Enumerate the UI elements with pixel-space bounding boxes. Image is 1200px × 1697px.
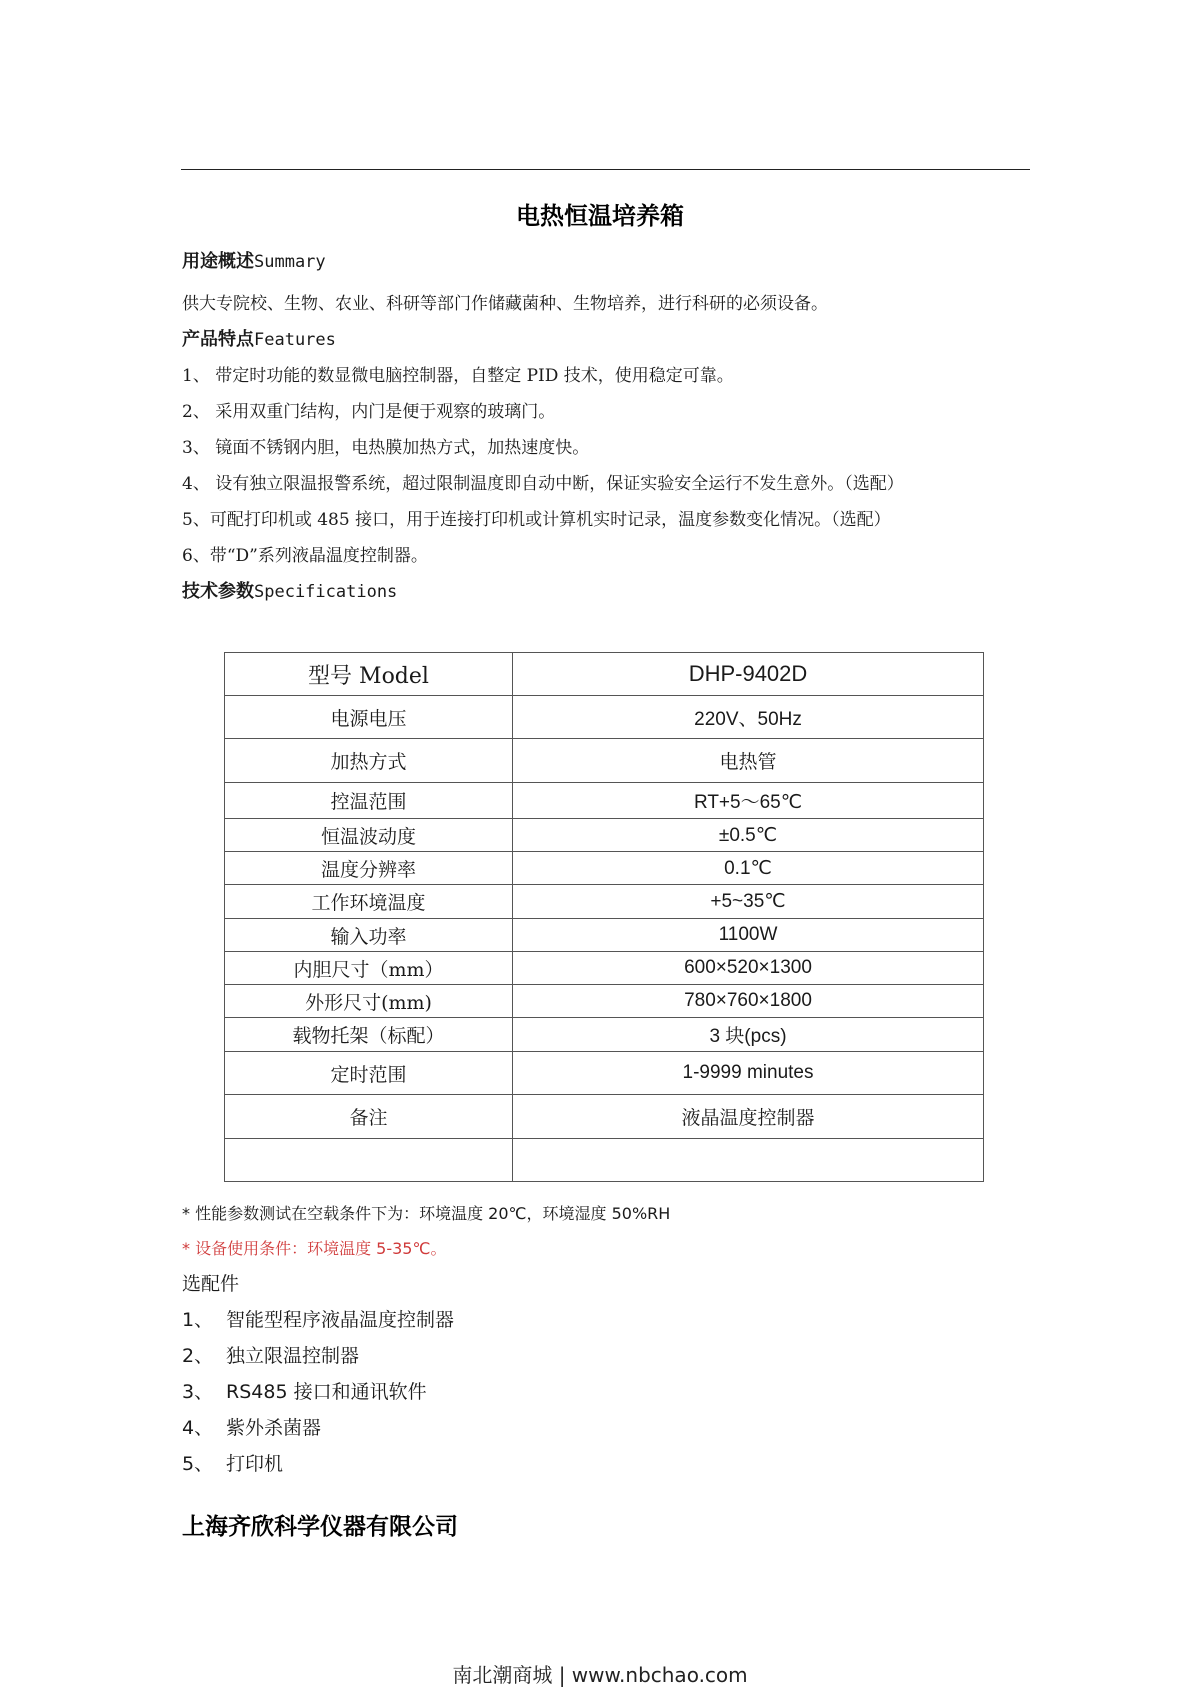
features-heading-en: Features [254,330,336,350]
spec-value: ±0.5℃ [513,819,984,852]
feature-item: 5、可配打印机或 485 接口，用于连接打印机或计算机实时记录，温度参数变化情况。（选配） [182,510,891,530]
spec-key: 加热方式 [225,739,513,783]
table-row [225,1018,984,1052]
specifications-heading-en: Specifications [254,582,398,602]
option-text: 紫外杀菌器 [226,1417,322,1439]
option-item [182,1374,1042,1410]
header-rule [181,169,1030,170]
spec-key: 外形尺寸(mm) [225,985,513,1018]
page-title: 电热恒温培养箱 [516,202,684,230]
spec-value: 600×520×1300 [513,952,984,985]
spec-value: 3 块(pcs) [513,1018,984,1052]
spec-key: 控温范围 [225,783,513,819]
option-number: 2、 [182,1345,214,1367]
options-heading: 选配件 [182,1273,240,1295]
spec-value [513,1139,984,1182]
table-row [225,653,984,696]
option-text: 智能型程序液晶温度控制器 [226,1309,455,1331]
table-row [225,919,984,952]
spec-key: 工作环境温度 [225,885,513,919]
spec-key: 温度分辨率 [225,852,513,885]
feature-item: 1、 带定时功能的数显微电脑控制器，自整定 PID 技术，使用稳定可靠。 [182,366,734,386]
option-item [182,1446,1042,1482]
table-row [225,1139,984,1182]
main-content [182,244,1042,610]
spec-value: 液晶温度控制器 [513,1095,984,1139]
spec-key: 输入功率 [225,919,513,952]
performance-note: * 性能参数测试在空载条件下为：环境温度 20℃，环境湿度 50%RH [182,1204,671,1223]
table-row [225,739,984,783]
spec-value: +5~35℃ [513,885,984,919]
spec-key [225,1139,513,1182]
option-item [182,1302,1042,1338]
table-row [225,885,984,919]
spec-value: DHP-9402D [513,653,984,696]
table-row [225,852,984,885]
company-name: 上海齐欣科学仪器有限公司 [182,1514,458,1540]
feature-item: 2、 采用双重门结构，内门是便于观察的玻璃门。 [182,402,556,422]
spec-table-wrapper [224,652,984,1182]
summary-heading-en: Summary [254,252,326,272]
features-heading-zh: 产品特点 [182,329,254,350]
spec-key: 定时范围 [225,1052,513,1095]
feature-item: 6、带“D”系列液晶温度控制器。 [182,546,428,566]
footer-link[interactable]: 南北潮商城 | www.nbchao.com [452,1663,748,1687]
table-row [225,696,984,739]
feature-item: 3、 镜面不锈钢内胆，电热膜加热方式，加热速度快。 [182,438,590,458]
option-number: 1、 [182,1309,214,1331]
table-row [225,819,984,852]
features-heading [182,322,1042,358]
option-number: 5、 [182,1453,214,1475]
spec-value: 电热管 [513,739,984,783]
spec-key: 载物托架（标配） [225,1018,513,1052]
spec-table [224,652,984,1182]
table-row [225,783,984,819]
spec-key: 型号 Model [225,653,513,696]
spec-key: 内胆尺寸（mm） [225,952,513,985]
option-number: 3、 [182,1381,214,1403]
table-row [225,952,984,985]
table-row [225,985,984,1018]
table-row [225,1052,984,1095]
spec-key: 备注 [225,1095,513,1139]
option-text: RS485 接口和通讯软件 [226,1381,427,1403]
summary-text: 供大专院校、生物、农业、科研等部门作储藏菌种、生物培养，进行科研的必须设备。 [182,294,828,314]
spec-key: 电源电压 [225,696,513,739]
feature-item: 4、 设有独立限温报警系统，超过限制温度即自动中断，保证实验安全运行不发生意外。（选配） [182,474,904,494]
option-item [182,1338,1042,1374]
spec-value: RT+5～65℃ [513,783,984,819]
notes-section [182,1196,1042,1482]
spec-key: 恒温波动度 [225,819,513,852]
table-row [225,1095,984,1139]
specifications-heading-zh: 技术参数 [182,581,254,602]
spec-value: 780×760×1800 [513,985,984,1018]
specifications-heading [182,574,1042,610]
spec-value: 1100W [513,919,984,952]
usage-condition-note: * 设备使用条件：环境温度 5-35℃。 [182,1239,447,1258]
spec-value: 220V、50Hz [513,696,984,739]
spec-value: 0.1℃ [513,852,984,885]
summary-heading-zh: 用途概述 [182,251,254,272]
option-text: 打印机 [226,1453,284,1475]
option-item [182,1410,1042,1446]
option-text: 独立限温控制器 [226,1345,360,1367]
summary-heading [182,244,1042,280]
option-number: 4、 [182,1417,214,1439]
spec-value: 1-9999 minutes [513,1052,984,1095]
